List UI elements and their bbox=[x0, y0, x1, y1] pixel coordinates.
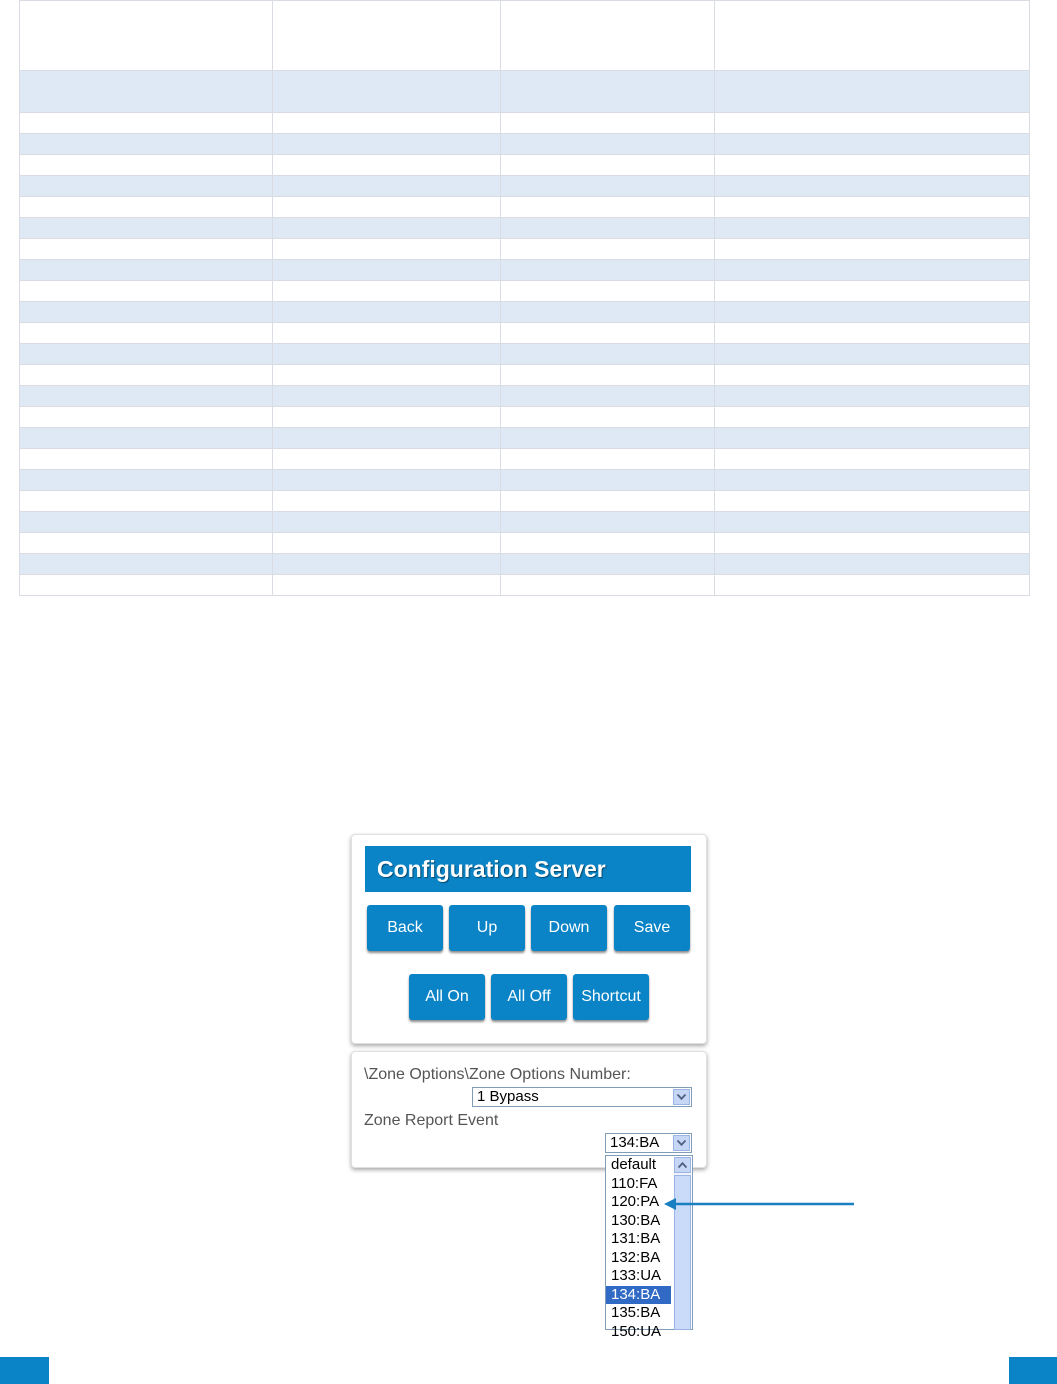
table-cell bbox=[273, 302, 501, 323]
dropdown-option[interactable]: 120:PA bbox=[611, 1193, 660, 1210]
table-row bbox=[20, 155, 1030, 176]
table-cell bbox=[20, 281, 273, 302]
table-cell bbox=[20, 218, 273, 239]
table-cell bbox=[715, 428, 1030, 449]
arrow-left-icon bbox=[662, 1194, 857, 1214]
table-cell bbox=[20, 1, 273, 71]
chevron-down-icon[interactable] bbox=[673, 1135, 690, 1151]
data-table bbox=[19, 0, 1030, 596]
zone-options-panel bbox=[351, 1051, 707, 1168]
table-cell bbox=[273, 134, 501, 155]
table-cell bbox=[273, 260, 501, 281]
table-row bbox=[20, 491, 1030, 512]
dropdown-option[interactable]: 135:BA bbox=[611, 1304, 661, 1321]
table-cell bbox=[501, 428, 715, 449]
table-cell bbox=[273, 491, 501, 512]
table-cell bbox=[20, 386, 273, 407]
table-cell bbox=[20, 470, 273, 491]
table-cell bbox=[501, 176, 715, 197]
table-row bbox=[20, 113, 1030, 134]
table-cell bbox=[20, 428, 273, 449]
table-cell bbox=[501, 323, 715, 344]
table-cell bbox=[501, 113, 715, 134]
table-cell bbox=[501, 281, 715, 302]
table-cell bbox=[273, 428, 501, 449]
chevron-up-icon[interactable] bbox=[674, 1157, 691, 1173]
table-cell bbox=[501, 470, 715, 491]
table-row bbox=[20, 260, 1030, 281]
table-cell bbox=[715, 239, 1030, 260]
table-cell bbox=[715, 323, 1030, 344]
table-row bbox=[20, 512, 1030, 533]
table-cell bbox=[715, 260, 1030, 281]
table-cell bbox=[501, 302, 715, 323]
table-cell bbox=[20, 323, 273, 344]
table-cell bbox=[20, 134, 273, 155]
table-cell bbox=[273, 197, 501, 218]
table-cell bbox=[273, 365, 501, 386]
table-cell bbox=[715, 554, 1030, 575]
table-cell bbox=[273, 113, 501, 134]
table-cell bbox=[273, 323, 501, 344]
table-cell bbox=[20, 554, 273, 575]
dropdown-scrollbar[interactable] bbox=[674, 1157, 691, 1329]
table-cell bbox=[20, 533, 273, 554]
table-cell bbox=[273, 449, 501, 470]
table-row bbox=[20, 554, 1030, 575]
save-button[interactable]: Save bbox=[614, 905, 690, 951]
table-cell bbox=[501, 134, 715, 155]
config-server-panel bbox=[351, 834, 707, 1044]
table-cell bbox=[20, 260, 273, 281]
down-button[interactable]: Down bbox=[531, 905, 607, 951]
table-cell bbox=[20, 365, 273, 386]
table-row bbox=[20, 533, 1030, 554]
zone-report-event-select[interactable] bbox=[605, 1133, 692, 1153]
table-cell bbox=[20, 155, 273, 176]
table-cell bbox=[501, 512, 715, 533]
table-cell bbox=[715, 71, 1030, 113]
table-cell bbox=[715, 575, 1030, 596]
table-cell bbox=[20, 449, 273, 470]
table-cell bbox=[715, 218, 1030, 239]
table-cell bbox=[715, 512, 1030, 533]
table-cell bbox=[715, 1, 1030, 71]
table-cell bbox=[273, 1, 501, 71]
table-cell bbox=[501, 554, 715, 575]
table-cell bbox=[715, 449, 1030, 470]
table-cell bbox=[20, 407, 273, 428]
table-cell bbox=[273, 575, 501, 596]
table-cell bbox=[715, 302, 1030, 323]
table-cell bbox=[273, 344, 501, 365]
table-row bbox=[20, 344, 1030, 365]
table-cell bbox=[20, 176, 273, 197]
table-header-row bbox=[20, 1, 1030, 71]
table-cell bbox=[273, 470, 501, 491]
table-row bbox=[20, 428, 1030, 449]
table-row bbox=[20, 365, 1030, 386]
table-cell bbox=[20, 491, 273, 512]
table-cell bbox=[715, 113, 1030, 134]
table-cell bbox=[20, 197, 273, 218]
table-cell bbox=[273, 512, 501, 533]
table-cell bbox=[715, 281, 1030, 302]
table-cell bbox=[273, 554, 501, 575]
back-button[interactable]: Back bbox=[367, 905, 443, 951]
page-corner-left bbox=[0, 1357, 49, 1384]
table-cell bbox=[501, 344, 715, 365]
table-cell bbox=[501, 239, 715, 260]
table-cell bbox=[501, 491, 715, 512]
table-cell bbox=[501, 386, 715, 407]
table-cell bbox=[501, 407, 715, 428]
table-cell bbox=[715, 134, 1030, 155]
table-cell bbox=[715, 155, 1030, 176]
table-row bbox=[20, 407, 1030, 428]
zone-number-value: 1 Bypass bbox=[477, 1088, 539, 1105]
table-cell bbox=[715, 344, 1030, 365]
dropdown-option[interactable]: 130:BA bbox=[611, 1211, 661, 1229]
table-cell bbox=[501, 155, 715, 176]
table-cell bbox=[273, 218, 501, 239]
zone-number-select[interactable] bbox=[472, 1087, 692, 1107]
table-cell bbox=[273, 407, 501, 428]
table-cell bbox=[501, 533, 715, 554]
table-cell bbox=[501, 1, 715, 71]
table-cell bbox=[273, 281, 501, 302]
shortcut-button[interactable]: Shortcut bbox=[573, 974, 649, 1020]
zone-report-event-label: Zone Report Event bbox=[364, 1112, 499, 1129]
table-cell bbox=[501, 197, 715, 218]
table-row bbox=[20, 281, 1030, 302]
dropdown-option[interactable]: 132:BA bbox=[611, 1248, 661, 1266]
table-row bbox=[20, 575, 1030, 596]
table-cell bbox=[273, 71, 501, 113]
table-row bbox=[20, 239, 1030, 260]
table-cell bbox=[501, 365, 715, 386]
chevron-down-icon[interactable] bbox=[673, 1089, 690, 1105]
panel-title: Configuration Server bbox=[365, 846, 691, 892]
dropdown-option[interactable]: 131:BA bbox=[611, 1230, 661, 1247]
dropdown-option[interactable]: 150:UA bbox=[611, 1322, 662, 1340]
dropdown-option[interactable]: default bbox=[611, 1156, 657, 1173]
table-cell bbox=[20, 344, 273, 365]
table-row bbox=[20, 176, 1030, 197]
table-cell bbox=[715, 365, 1030, 386]
table-cell bbox=[715, 197, 1030, 218]
all-on-button[interactable]: All On bbox=[409, 974, 485, 1020]
table-subheader-row bbox=[20, 71, 1030, 113]
report-event-dropdown-list[interactable] bbox=[605, 1155, 693, 1340]
zone-report-event-value: 134:BA bbox=[610, 1134, 660, 1151]
table-row bbox=[20, 134, 1030, 155]
all-off-button[interactable]: All Off bbox=[491, 974, 567, 1020]
table-cell bbox=[20, 512, 273, 533]
table-row bbox=[20, 323, 1030, 344]
dropdown-option[interactable]: 110:FA bbox=[611, 1174, 658, 1192]
table-cell bbox=[501, 449, 715, 470]
table-cell bbox=[715, 533, 1030, 554]
table-cell bbox=[273, 533, 501, 554]
table-cell bbox=[20, 302, 273, 323]
table-cell bbox=[501, 260, 715, 281]
table-row bbox=[20, 470, 1030, 491]
zone-options-path: \Zone Options\Zone Options Number: bbox=[364, 1066, 631, 1083]
table-cell bbox=[20, 71, 273, 113]
dropdown-option[interactable]: 133:UA bbox=[611, 1267, 662, 1284]
table-cell bbox=[20, 113, 273, 134]
table-cell bbox=[273, 239, 501, 260]
table-cell bbox=[715, 491, 1030, 512]
table-cell bbox=[273, 386, 501, 407]
table-cell bbox=[273, 155, 501, 176]
table-cell bbox=[715, 386, 1030, 407]
table-row bbox=[20, 197, 1030, 218]
table-cell bbox=[273, 176, 501, 197]
table-cell bbox=[501, 218, 715, 239]
table-row bbox=[20, 449, 1030, 470]
up-button[interactable]: Up bbox=[449, 905, 525, 951]
table-cell bbox=[501, 71, 715, 113]
dropdown-option[interactable]: 134:BA bbox=[606, 1286, 671, 1305]
table-row bbox=[20, 386, 1030, 407]
table-cell bbox=[715, 470, 1030, 491]
table-cell bbox=[20, 575, 273, 596]
table-row bbox=[20, 302, 1030, 323]
table-cell bbox=[715, 176, 1030, 197]
table-cell bbox=[501, 575, 715, 596]
table-cell bbox=[715, 407, 1030, 428]
page-corner-right bbox=[1009, 1357, 1057, 1384]
table-row bbox=[20, 218, 1030, 239]
table-cell bbox=[20, 239, 273, 260]
